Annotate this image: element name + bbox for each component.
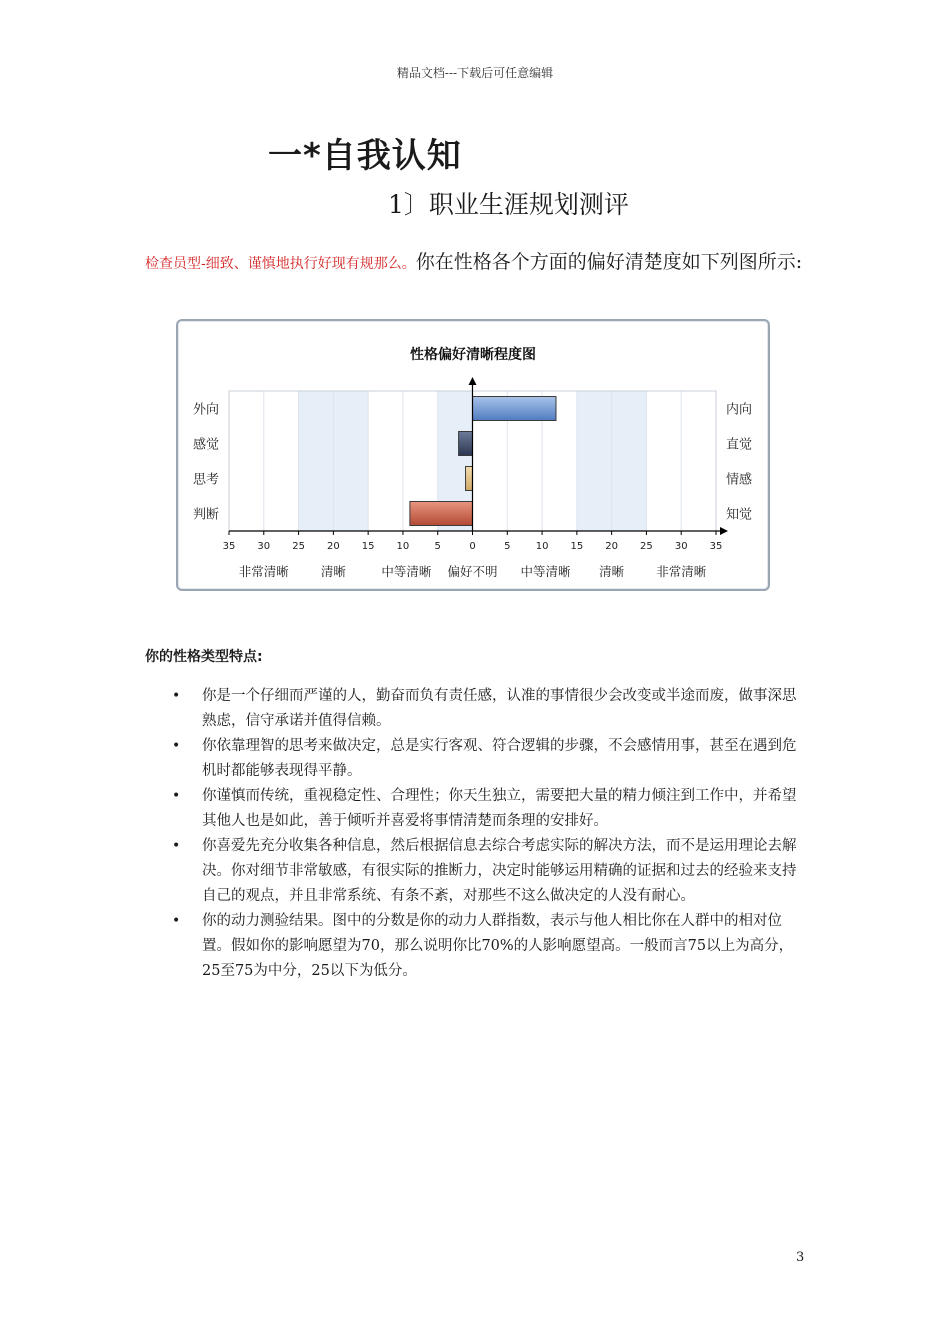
right-category-label: 知觉	[726, 507, 753, 523]
zone-label: 非常清晰	[238, 564, 289, 579]
right-category-label: 情感	[726, 472, 753, 488]
zone-label: 清晰	[320, 564, 346, 579]
x-tick-label: 5	[504, 541, 511, 552]
x-tick-label: 30	[674, 541, 688, 552]
y-axis-arrow	[469, 377, 477, 385]
x-tick-label: 25	[292, 541, 305, 552]
bullet-dot: •	[172, 688, 181, 704]
bullet-dot: •	[172, 738, 181, 754]
traits-list	[172, 684, 810, 984]
sub-heading: 1〕职业生涯规划测评	[388, 190, 629, 219]
x-tick-label: 35	[709, 541, 723, 552]
x-tick-label: 10	[535, 541, 549, 552]
bar	[466, 467, 473, 491]
list-item	[172, 734, 810, 784]
x-tick-label: 25	[640, 541, 653, 552]
intro-paragraph	[145, 248, 810, 279]
list-item-text: 你是一个仔细而严谨的人，勤奋而负有责任感，认准的事情很少会改变或半途而废，做事深思熟虑，信守承诺并值得信赖。	[202, 688, 797, 729]
personality-type-label: 检查员型-细致、谨慎地执行好现有规那么。	[145, 256, 416, 272]
bullet-dot: •	[172, 788, 181, 804]
left-category-label: 思考	[192, 472, 219, 488]
page-header-note: 精品文档---下载后可任意编辑	[396, 66, 554, 80]
x-tick-label: 35	[222, 541, 236, 552]
right-category-label: 直觉	[726, 437, 753, 453]
bullet-dot: •	[172, 838, 181, 854]
main-heading: 一*自我认知	[268, 136, 462, 176]
left-category-label: 判断	[192, 507, 219, 523]
list-item	[172, 684, 810, 734]
x-tick-label: 10	[396, 541, 410, 552]
zone-label: 中等清晰	[381, 564, 432, 579]
x-tick-label: 15	[361, 541, 375, 552]
x-tick-label: 20	[605, 541, 619, 552]
zone-label: 清晰	[599, 564, 625, 579]
list-item	[172, 909, 810, 984]
list-item	[172, 784, 810, 834]
zone-label: 非常清晰	[656, 564, 707, 579]
zone-label: 偏好不明	[447, 564, 498, 579]
left-category-label: 感觉	[192, 437, 219, 453]
x-axis-arrow	[720, 527, 728, 535]
traits-heading: 你的性格类型特点:	[145, 649, 263, 665]
right-category-label: 内向	[726, 402, 753, 418]
zone-label: 中等清晰	[520, 564, 571, 579]
x-tick-label: 5	[434, 541, 441, 552]
chart-title: 性格偏好清晰程度图	[410, 347, 536, 363]
preference-clarity-chart	[176, 319, 770, 591]
list-item-text: 你依靠理智的思考来做决定，总是实行客观、符合逻辑的步骤，不会感情用事，甚至在遇到危机时都能够表现得平静。	[202, 738, 797, 779]
x-tick-label: 15	[570, 541, 584, 552]
bullet-dot: •	[172, 913, 181, 929]
x-tick-label: 30	[257, 541, 271, 552]
list-item-text: 你的动力测验结果。图中的分数是你的动力人群指数，表示与他人相比你在人群中的相对位置。假如你的影响愿望为70，那么说明你比70%的人影响愿望高。一般而言75以上为高分，25至75为中分，25以下为低分。	[202, 913, 794, 979]
bar	[459, 432, 473, 456]
bar	[410, 502, 473, 526]
page-number: 3	[796, 1250, 805, 1265]
list-item-text: 你谨慎而传统，重视稳定性、合理性；你天生独立，需要把大量的精力倾注到工作中，并希望其他人也是如此，善于倾听并喜爱将事情清楚而条理的安排好。	[202, 788, 797, 829]
list-item-text: 你喜爱先充分收集各种信息，然后根据信息去综合考虑实际的解决方法，而不是运用理论去解决。你对细节非常敏感，有很实际的推断力，决定时能够运用精确的证据和过去的经验来支持自己的观点，并且非常系统、有条不紊，对那些不这么做决定的人没有耐心。	[202, 838, 797, 904]
left-category-label: 外向	[192, 402, 219, 418]
x-tick-label: 20	[326, 541, 340, 552]
intro-text: 你在性格各个方面的偏好清楚度如下列图所示:	[415, 251, 803, 273]
x-tick-label: 0	[469, 541, 476, 552]
bar	[473, 397, 556, 421]
list-item	[172, 834, 810, 909]
